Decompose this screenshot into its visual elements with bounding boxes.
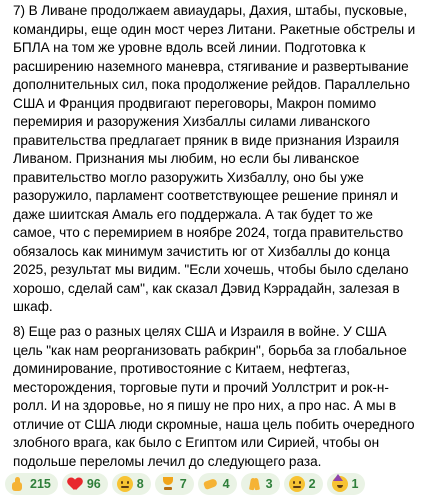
message-paragraph-7: 7) В Ливане продолжаем авиаудары, Дахия, штабы, пусковые, командиры, еще один мост через Литани. Ракетные обстрелы и БПЛА на том же уровне вдоль всей линии. Подготовка к расширению наземного маневра, стягивание и развертывание дополнительных сил, пока продолжение рейдов. Параллельно США и Франция продвигают переговоры, Макрон помимо перемирия и разоружения Хизбаллы силами ливанского правительства предлагает пряник в виде признания Израиля Ливаном. Признания мы любим, но если бы ливанское правительство могло разоружить Хизбаллу, оно бы уже разоружило, парламент соответствующее решение принял и даже шиитская Амаль его поддержала. А так будет то же самое, что с перемирием в ноябре 2024, тогда правительство обязалось как минимум зачистить юг от Хизбаллы до конца 2025, результат мы видим. "Если хочешь, чтобы было сделано хорошо, сделай сам", как сказал Дэвид Кэррадайн, залезая в шкаф. xyxy=(13,3,416,314)
reaction-heart[interactable] xyxy=(62,473,108,495)
reaction-grimacing[interactable] xyxy=(284,473,323,495)
reaction-pointing-hand[interactable] xyxy=(198,473,237,495)
reaction-count: 3 xyxy=(265,477,273,491)
reaction-count: 2 xyxy=(308,477,316,491)
message-paragraph-8: 8) Еще раз о разных целях США и Израиля в войне. У США цель "как нам реорганизовать рабкрин", борьба за глобальное доминирование, противостояние с Китаем, нефтегаз, месторождения, торговые пути и прочий Уоллстрит и рок-н-ролл. И на здоровье, но я пишу не про них, а про нас. А мы в отличие от США люди скромные, наша цель побить очередного злобного врага, как было с Египтом или Сирией, чтобы он подольше переломы лечил до следующего раза. xyxy=(13,324,415,469)
reaction-praying-hands[interactable] xyxy=(241,473,280,495)
thumbs-up-icon xyxy=(10,476,26,492)
pointing-hand-icon xyxy=(203,476,219,492)
party-face-icon xyxy=(332,476,348,492)
reaction-count: 1 xyxy=(351,477,359,491)
reaction-count: 215 xyxy=(30,477,51,491)
heart-icon xyxy=(67,476,83,492)
praying-hands-icon xyxy=(246,476,262,492)
reaction-trophy[interactable] xyxy=(155,473,194,495)
thinking-face-icon xyxy=(117,476,133,492)
reaction-thumbs-up[interactable] xyxy=(5,473,58,495)
reaction-party[interactable] xyxy=(327,473,366,495)
reaction-count: 7 xyxy=(179,477,187,491)
reactions-bar xyxy=(5,473,365,495)
reaction-thinking[interactable] xyxy=(112,473,151,495)
trophy-icon xyxy=(160,476,176,492)
reaction-count: 8 xyxy=(136,477,144,491)
grimacing-face-icon xyxy=(289,476,305,492)
reaction-count: 4 xyxy=(222,477,230,491)
reaction-count: 96 xyxy=(86,477,101,491)
